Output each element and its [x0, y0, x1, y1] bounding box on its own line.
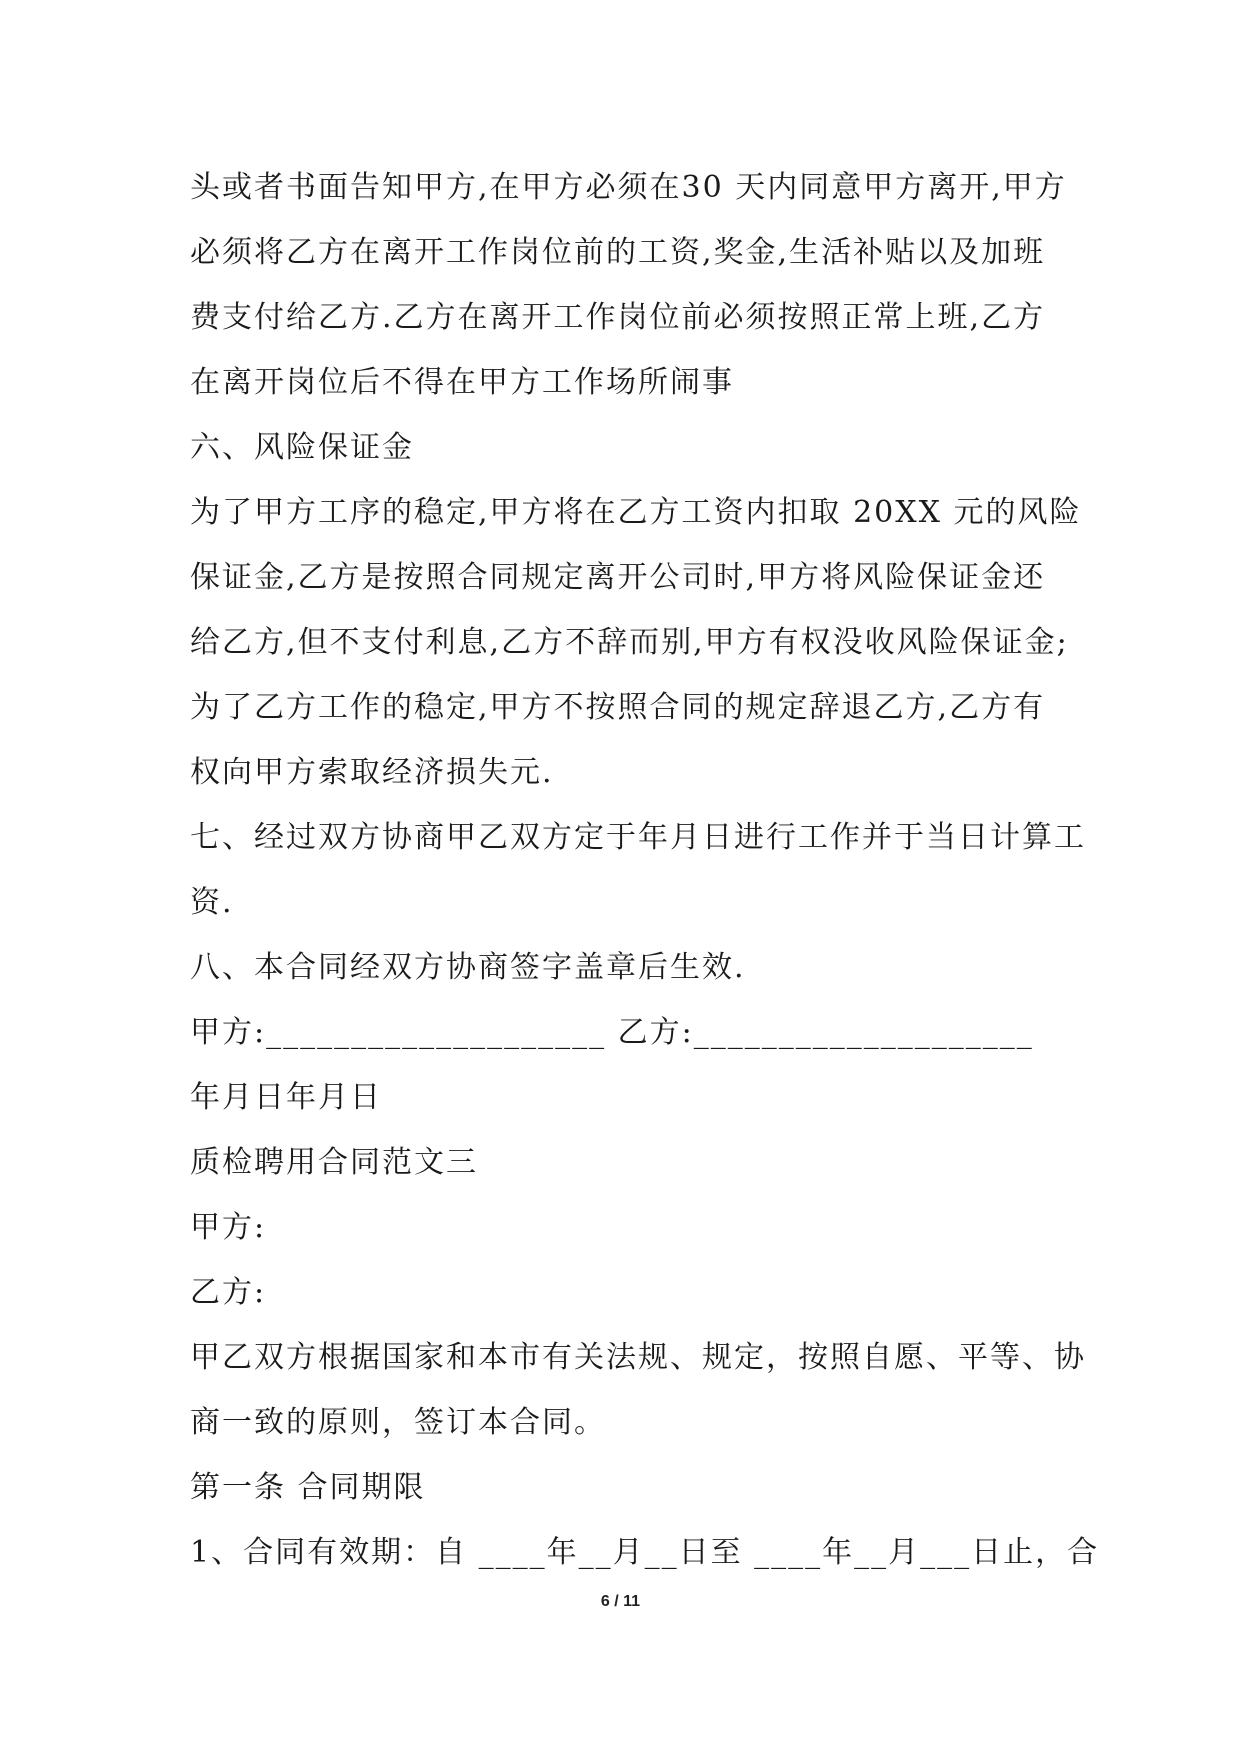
- text-line: 商一致的原则，签订本合同。: [190, 1405, 606, 1440]
- text-line: 七、经过双方协商甲乙双方定于年月日进行工作并于当日计算工: [190, 820, 1086, 855]
- text-line: 为了甲方工序的稳定,甲方将在乙方工资内扣取 20XX 元的风险: [190, 495, 1082, 530]
- document-title: 质检聘用合同范文三: [190, 1145, 478, 1180]
- text-line: 权向甲方索取经济损失元.: [190, 755, 554, 790]
- text-line: 甲乙双方根据国家和本市有关法规、规定，按照自愿、平等、协: [190, 1340, 1086, 1375]
- party-a-label: 甲方:: [190, 1210, 267, 1245]
- signature-line: 甲方:____________________ 乙方:____________________: [190, 1015, 1034, 1050]
- date-line: 年月日年月日: [190, 1080, 382, 1115]
- text-line: 必须将乙方在离开工作岗位前的工资,奖金,生活补贴以及加班: [190, 235, 1046, 270]
- page-number: 6 / 11: [600, 1593, 641, 1610]
- text-line: 八、本合同经双方协商签字盖章后生效.: [190, 950, 746, 985]
- text-line: 1、合同有效期：自 ____年__月__日至 ____年__月___日止，合: [190, 1535, 1100, 1570]
- text-line: 费支付给乙方.乙方在离开工作岗位前必须按照正常上班,乙方: [190, 300, 1046, 335]
- text-line: 保证金,乙方是按照合同规定离开公司时,甲方将风险保证金还: [190, 560, 1046, 595]
- text-line: 资.: [190, 885, 234, 920]
- text-line: 头或者书面告知甲方,在甲方必须在30 天内同意甲方离开,甲方: [190, 170, 1067, 205]
- text-line: 在离开岗位后不得在甲方工作场所闹事: [190, 365, 734, 400]
- article-heading: 第一条 合同期限: [190, 1470, 426, 1505]
- section-heading: 六、风险保证金: [190, 430, 414, 465]
- party-b-label: 乙方:: [190, 1275, 267, 1310]
- text-line: 为了乙方工作的稳定,甲方不按照合同的规定辞退乙方,乙方有: [190, 690, 1046, 725]
- document-body: [190, 155, 1100, 1585]
- text-line: 给乙方,但不支付利息,乙方不辞而别,甲方有权没收风险保证金;: [190, 625, 1069, 660]
